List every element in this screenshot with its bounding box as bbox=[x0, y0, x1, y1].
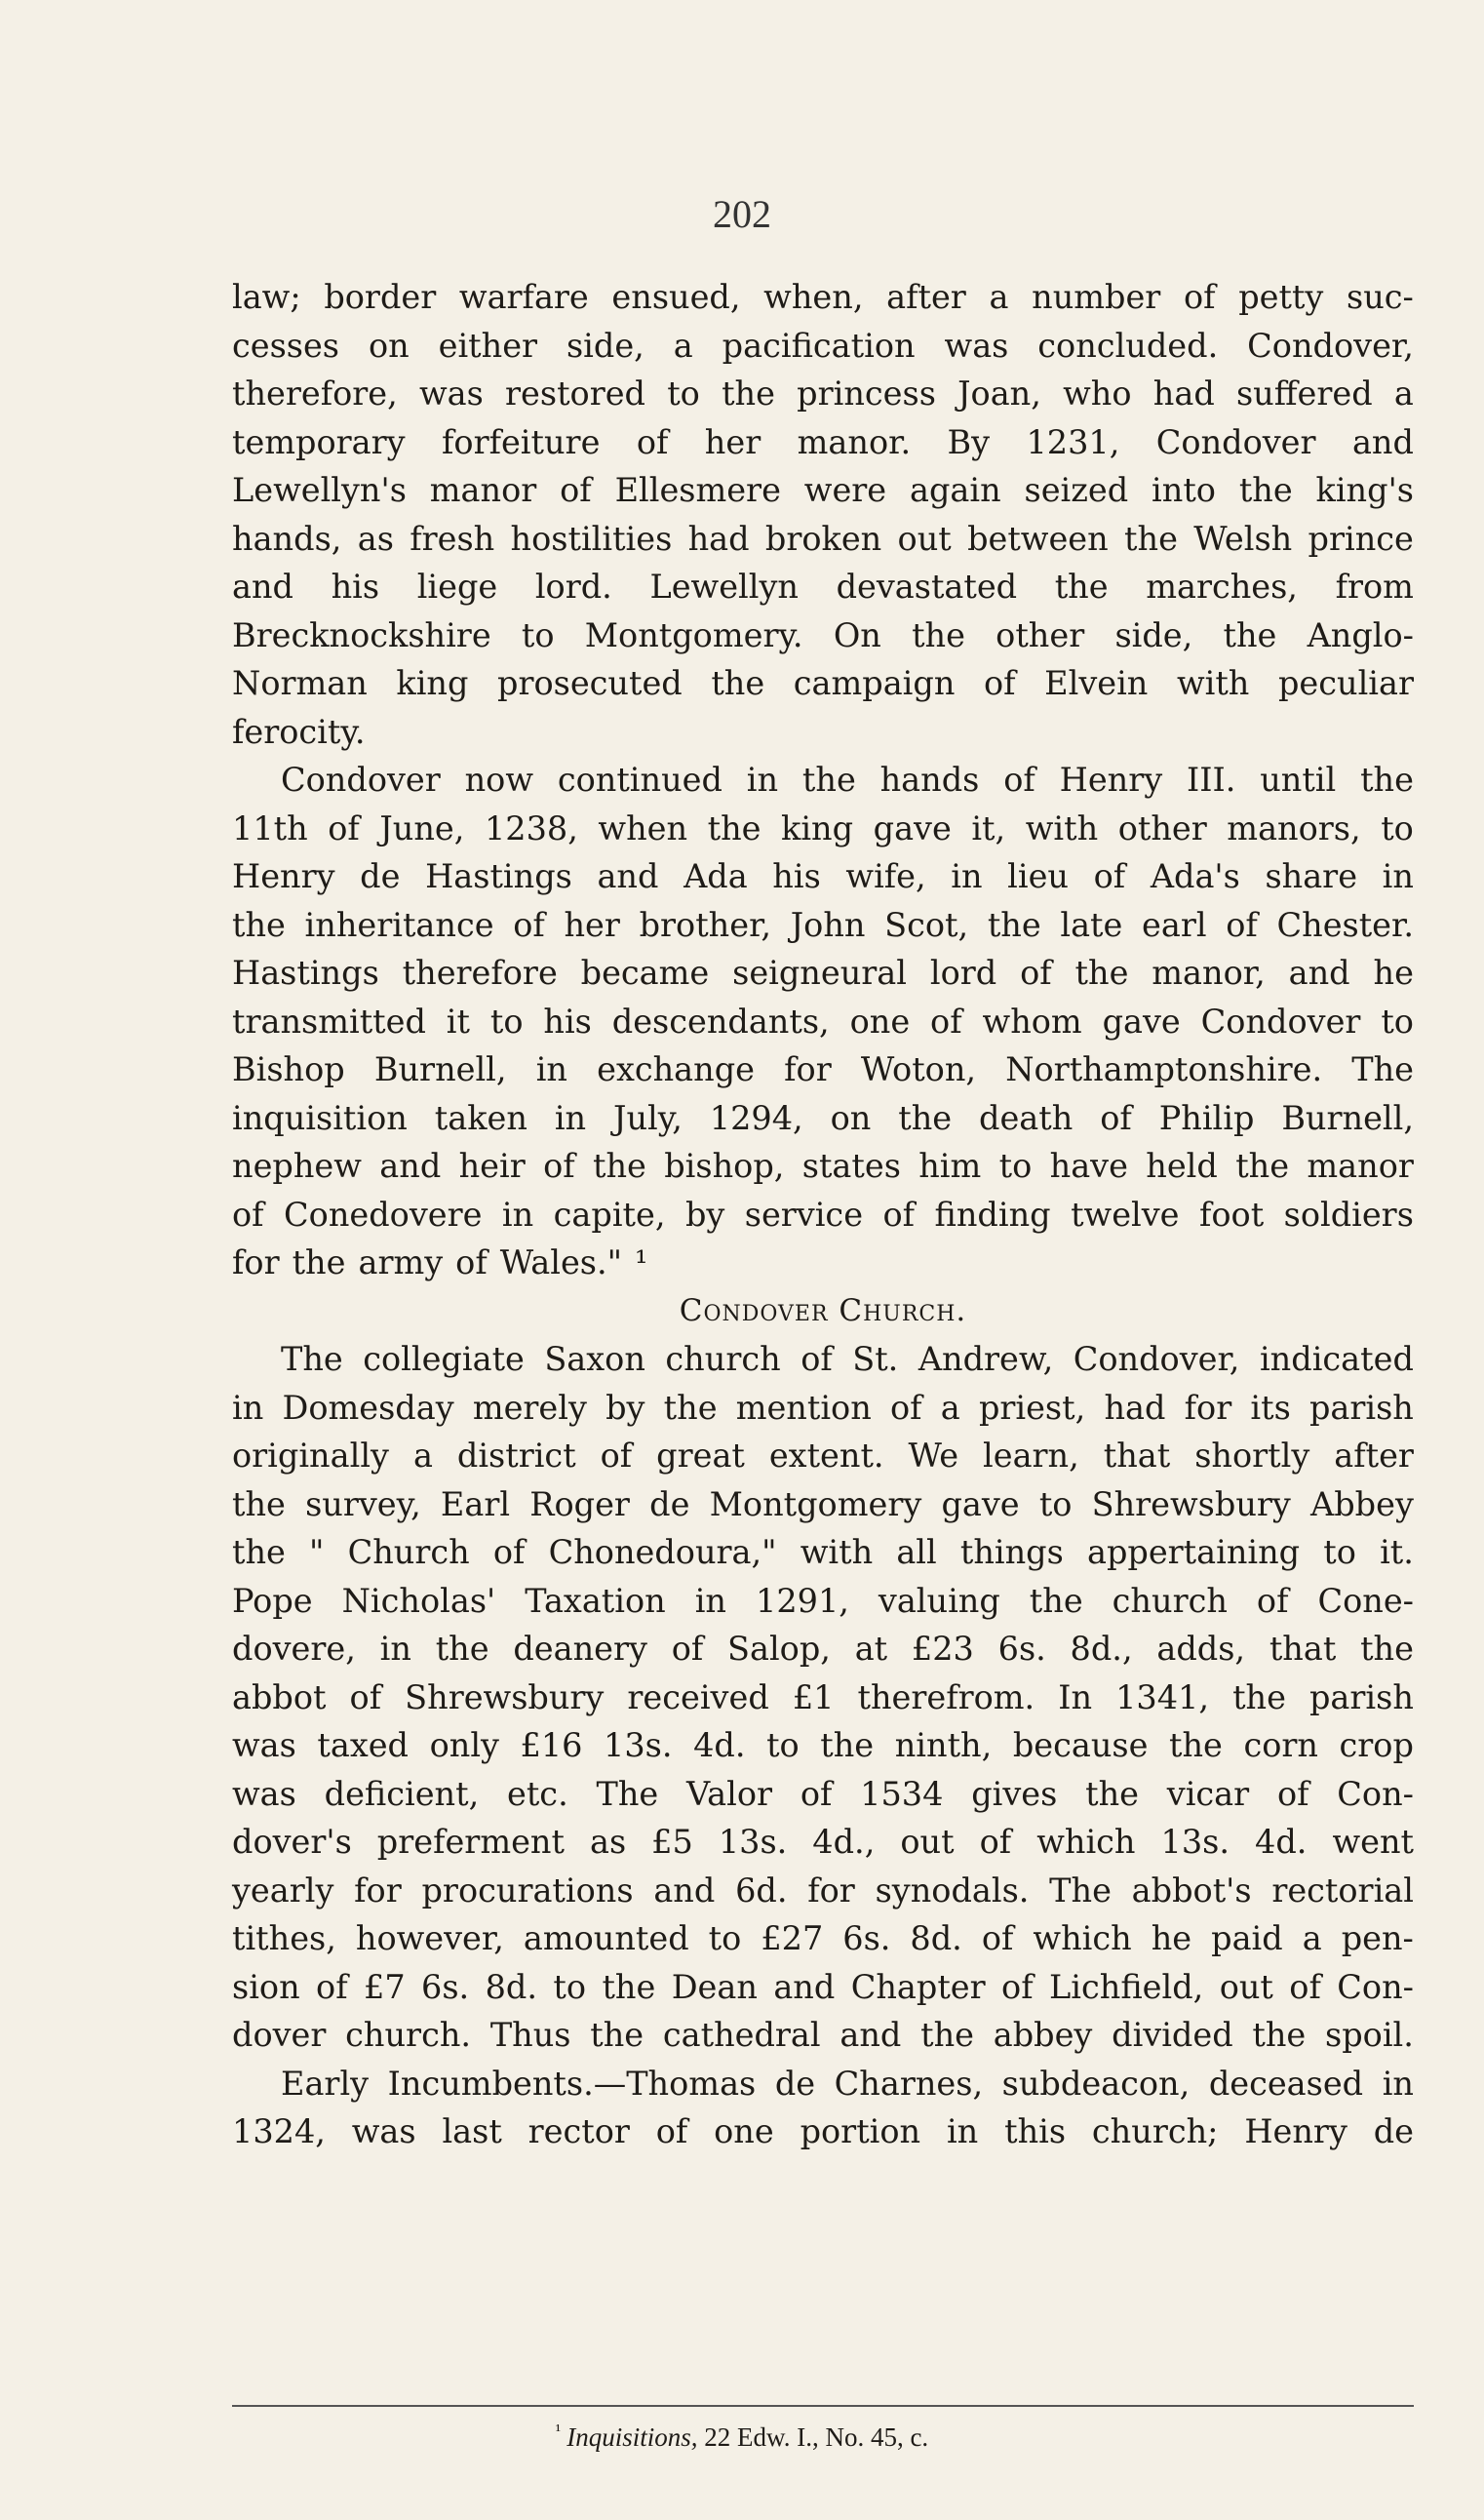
footnote-reference: 22 Edw. I., No. 45, c. bbox=[704, 2422, 929, 2452]
text-line: ferocity. bbox=[232, 712, 366, 751]
text-line: and his liege lord. Lewellyn devastated the marches, from bbox=[232, 568, 1414, 606]
text-line: was deficient, etc. The Valor of 1534 gives the vicar of Con- bbox=[232, 1774, 1414, 1813]
text-line: cesses on either side, a pacification was concluded. Condover, bbox=[232, 326, 1414, 365]
text-line: The collegiate Saxon church of St. Andrew, Condover, indicated bbox=[281, 1340, 1414, 1378]
text-line: law; border warfare ensued, when, after a number of petty suc- bbox=[232, 278, 1414, 316]
text-line: in Domesday merely by the mention of a priest, had for its parish bbox=[232, 1388, 1414, 1427]
text-line: temporary forfeiture of her manor. By 1231, Condover and bbox=[232, 422, 1414, 461]
text-line: inquisition taken in July, 1294, on the death of Philip Burnell, bbox=[232, 1098, 1414, 1137]
text-line: the " Church of Chonedoura," with all things appertaining to it. bbox=[232, 1533, 1414, 1571]
text-line: Pope Nicholas' Taxation in 1291, valuing the church of Cone- bbox=[232, 1581, 1414, 1620]
text-line: Early Incumbents.—Thomas de Charnes, subdeacon, deceased in bbox=[281, 2064, 1414, 2103]
text-line: Bishop Burnell, in exchange for Woton, Northamptonshire. The bbox=[232, 1050, 1414, 1088]
text-line: was taxed only £16 13s. 4d. to the ninth, because the corn crop bbox=[232, 1726, 1414, 1764]
text-line: tithes, however, amounted to £27 6s. 8d. of which he paid a pen- bbox=[232, 1919, 1414, 1957]
text-line: sion of £7 6s. 8d. to the Dean and Chapter of Lichfield, out of Con- bbox=[232, 1967, 1414, 2006]
text-line: for the army of Wales." ¹ bbox=[232, 1243, 648, 1281]
text-line: yearly for procurations and 6d. for synodals. The abbot's rectorial bbox=[232, 1870, 1414, 1910]
text-line: the survey, Earl Roger de Montgomery gave to Shrewsbury Abbey bbox=[232, 1484, 1414, 1523]
text-line: transmitted it to his descendants, one of whom gave Condover to bbox=[232, 1002, 1414, 1041]
text-line: Lewellyn's manor of Ellesmere were again seized into the king's bbox=[232, 471, 1414, 509]
page-number: 202 bbox=[713, 192, 771, 236]
text-line: the inheritance of her brother, John Scot, the late earl of Chester. bbox=[232, 905, 1414, 944]
text-line: dover church. Thus the cathedral and the abbey divided the spoil. bbox=[232, 2016, 1414, 2054]
footnote-divider bbox=[232, 2405, 1414, 2407]
footnote bbox=[0, 2421, 1484, 2453]
text-line: dovere, in the deanery of Salop, at £23 6s. 8d., adds, that the bbox=[232, 1630, 1414, 1668]
footnote-title: Inquisitions, bbox=[566, 2422, 698, 2452]
text-line: originally a district of great extent. We learn, that shortly after bbox=[232, 1437, 1414, 1475]
text-line: therefore, was restored to the princess Joan, who had suffered a bbox=[232, 374, 1414, 413]
text-line: 1324, was last rector of one portion in this church; Henry de bbox=[232, 2112, 1414, 2150]
text-line: hands, as fresh hostilities had broken out between the Welsh prince bbox=[232, 519, 1414, 558]
text-line: Condover now continued in the hands of Henry III. until the bbox=[281, 761, 1414, 799]
text-line: 11th of June, 1238, when the king gave it, with other manors, to bbox=[232, 808, 1414, 847]
text-line: of Conedovere in capite, by service of finding twelve foot soldiers bbox=[232, 1195, 1414, 1234]
footnote-marker: ¹ bbox=[555, 2421, 562, 2440]
text-line: nephew and heir of the bishop, states him to have held the manor bbox=[232, 1147, 1414, 1185]
body-text bbox=[232, 273, 1414, 2156]
text-line: Hastings therefore became seigneural lord of the manor, and he bbox=[232, 954, 1414, 992]
section-heading: Condover Church. bbox=[679, 1292, 967, 1328]
text-line: Henry de Hastings and Ada his wife, in lieu of Ada's share in bbox=[232, 857, 1414, 895]
text-line: abbot of Shrewsbury received £1 therefrom. In 1341, the parish bbox=[232, 1677, 1414, 1716]
text-line: Norman king prosecuted the campaign of Elvein with peculiar bbox=[232, 664, 1414, 702]
text-line: dover's preferment as £5 13s. 4d., out of which 13s. 4d. went bbox=[232, 1823, 1414, 1861]
text-line: Brecknockshire to Montgomery. On the other side, the Anglo- bbox=[232, 615, 1414, 654]
